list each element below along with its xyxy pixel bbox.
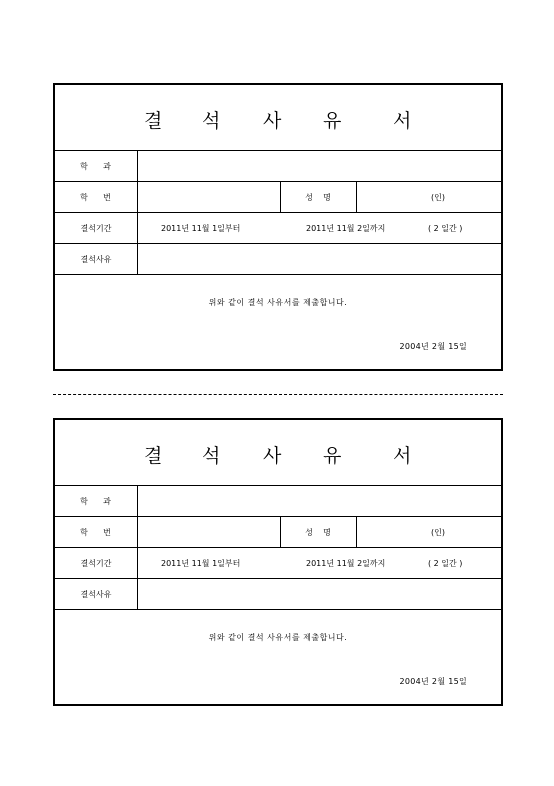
id-field[interactable] xyxy=(139,182,280,212)
id-label: 학 번 xyxy=(55,517,138,547)
dept-label: 학 과 xyxy=(55,151,138,181)
dept-row xyxy=(55,486,501,517)
period-days: ( 2 일간 ) xyxy=(428,223,463,233)
period-days: ( 2 일간 ) xyxy=(428,558,463,568)
period-row xyxy=(55,548,501,579)
id-label: 학 번 xyxy=(55,182,138,212)
title-char: 사 xyxy=(263,445,282,467)
statement-text: 위와 같이 결석 사유서를 제출합니다. xyxy=(208,298,348,307)
title-char: 사 xyxy=(263,110,282,132)
title-char: 유 xyxy=(323,110,342,132)
id-row xyxy=(55,517,501,548)
title-char: 석 xyxy=(202,445,221,467)
period-label: 결석기간 xyxy=(55,548,138,578)
statement-text: 위와 같이 결석 사유서를 제출합니다. xyxy=(208,633,348,642)
dept-field[interactable] xyxy=(139,486,501,516)
reason-label: 결석사유 xyxy=(55,579,138,609)
reason-field[interactable] xyxy=(139,579,501,609)
reason-label: 결석사유 xyxy=(55,244,138,274)
title-char: 서 xyxy=(393,445,412,467)
id-field[interactable] xyxy=(139,517,280,547)
seal-mark: (인) xyxy=(431,192,445,202)
period-to: 2011년 11월 2일까지 xyxy=(306,223,386,233)
dept-label: 학 과 xyxy=(55,486,138,516)
title-char: 석 xyxy=(202,110,221,132)
form-title xyxy=(55,85,501,151)
title-char: 결 xyxy=(144,445,163,467)
absence-form xyxy=(53,83,503,371)
reason-row xyxy=(55,579,501,610)
cut-line xyxy=(53,394,503,395)
period-row xyxy=(55,213,501,244)
form-title xyxy=(55,420,501,486)
period-to: 2011년 11월 2일까지 xyxy=(306,558,386,568)
period-label: 결석기간 xyxy=(55,213,138,243)
title-char: 유 xyxy=(323,445,342,467)
reason-row xyxy=(55,244,501,275)
absence-form xyxy=(53,418,503,706)
period-from: 2011년 11월 1일부터 xyxy=(161,558,241,568)
name-field[interactable] xyxy=(356,517,501,547)
name-field[interactable] xyxy=(356,182,501,212)
submit-date: 2004년 2월 15일 xyxy=(399,677,467,686)
id-row xyxy=(55,182,501,213)
submit-date: 2004년 2월 15일 xyxy=(399,342,467,351)
name-label: 성 명 xyxy=(305,192,331,202)
reason-field[interactable] xyxy=(139,244,501,274)
period-from: 2011년 11월 1일부터 xyxy=(161,223,241,233)
statement-area xyxy=(55,275,501,375)
name-label: 성 명 xyxy=(305,527,331,537)
statement-area xyxy=(55,610,501,710)
dept-field[interactable] xyxy=(139,151,501,181)
title-char: 결 xyxy=(144,110,163,132)
dept-row xyxy=(55,151,501,182)
seal-mark: (인) xyxy=(431,527,445,537)
title-char: 서 xyxy=(393,110,412,132)
